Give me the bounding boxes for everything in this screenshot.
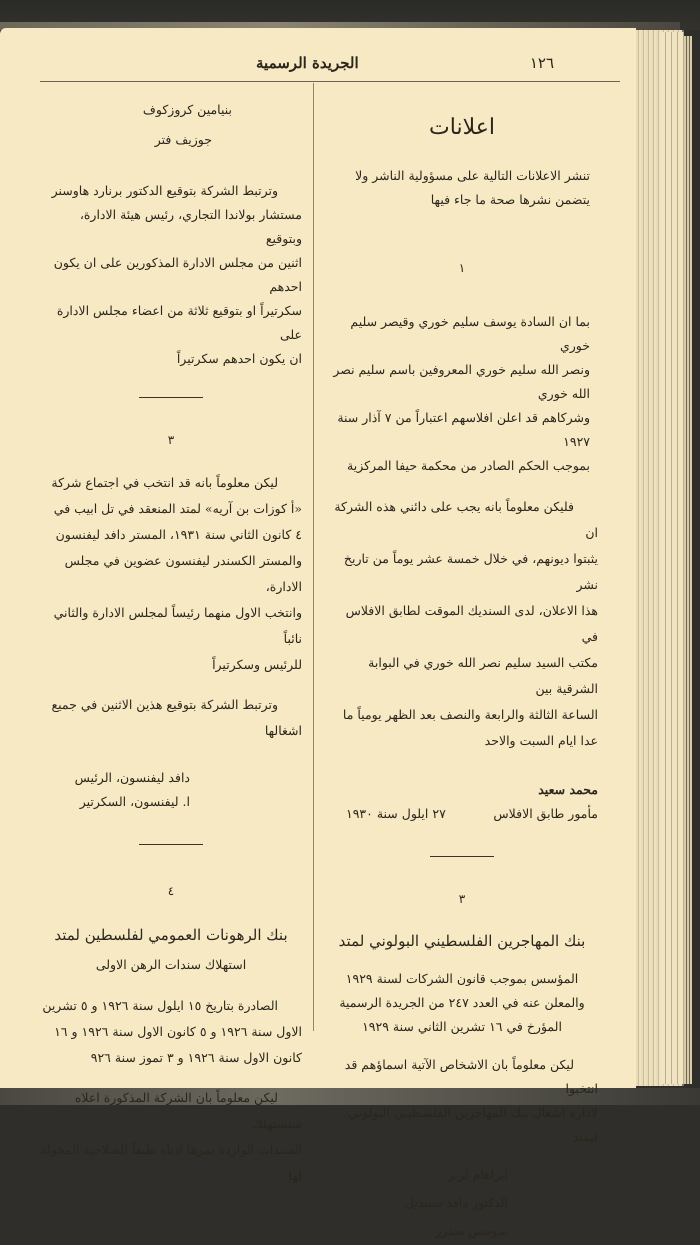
incorporation-details <box>326 967 598 1039</box>
signature: ا. ليفنسون، السكرتير <box>79 794 190 809</box>
signature-block <box>326 778 598 826</box>
text-line: تنشر الاعلانات التالية على مسؤولية الناشر ولا <box>355 168 590 183</box>
text-line: بموجب الحكم الصادر من محكمة حيفا المركزية <box>347 458 590 473</box>
text-line: يتضمن نشرها صحة ما جاء فيها <box>430 192 590 207</box>
text-line: ليكن معلوماً بان الشركة المذكورة اعلاه ستستهلك <box>74 1090 302 1131</box>
elected-names <box>326 1161 598 1245</box>
person-name: جوزيف فتر <box>154 132 212 147</box>
page-stack-edge-outer <box>660 32 684 1084</box>
notice-4-paragraph-1 <box>40 993 302 1071</box>
text-line: للرئيس وسكرتيراً <box>212 657 302 672</box>
text-line: المؤرخ في ١٦ تشرين الثاني سنة ١٩٢٩ <box>362 1019 562 1034</box>
person-name: ابراهام لرنر <box>447 1167 508 1182</box>
page-stack-edge-cover <box>684 36 692 1084</box>
text-line: ليكن معلوماً بانه قد انتخب في اجتماع شركة <box>51 475 278 490</box>
text-line: وانتخب الاول منهما رئيساً لمجلس الادارة والثاني نائباً <box>53 605 302 646</box>
text-line: والمستر الكسندر ليفنسون عضوين في مجلس الادارة، <box>64 553 302 594</box>
notice-1-paragraph-2 <box>326 494 598 754</box>
text-line: اثنين من مجلس الادارة المذكورين على ان يكون احدهم <box>53 255 302 294</box>
column-divider <box>313 83 314 1031</box>
text-line: بما ان السادة يوسف سليم خوري وقيصر سليم خوري <box>350 314 590 353</box>
person-name: سومس سدزر <box>435 1223 508 1238</box>
text-line: وترتبط الشركة بتوقيع الدكتور برنارد هاوسنر <box>51 183 278 198</box>
notice-3-paragraph <box>326 1053 598 1149</box>
text-line: الساعة الثالثة والرابعة والنصف بعد الظهر يومياً ما <box>342 707 598 722</box>
text-line: سكرتيراً او بتوقيع ثلاثة من اعضاء مجلس الادارة على <box>56 303 302 342</box>
publication-title: الجريدة الرسمية <box>256 54 359 72</box>
notice-4-paragraph-2 <box>40 1085 302 1189</box>
text-line: ان يكون احدهم سكرتيراً <box>176 351 302 366</box>
notice-number: ٣ <box>458 892 466 906</box>
text-line: الصادرة بتاريخ ١٥ ايلول سنة ١٩٢٦ و ٥ تشرين <box>42 998 278 1013</box>
notice-3-paragraph-1 <box>40 470 302 678</box>
notice-1-paragraph-1 <box>326 310 598 478</box>
text-line: ونصر الله سليم خوري المعروفين باسم سليم نصر الله خوري <box>333 362 590 401</box>
text-line: يثبتوا ديونهم، في خلال خمسة عشر يوماً من تاريخ نشر <box>343 551 598 592</box>
text-line: وشركاهم قد اعلن افلاسهم اعتباراً من ٧ آذار سنة ١٩٢٧ <box>337 410 590 449</box>
names-top <box>40 95 302 155</box>
text-line: «أ كوزات بن آريه» لمتد المنعقد في تل ابيب في <box>53 501 302 516</box>
signatory-title: مأمور طابق الافلاس <box>493 806 598 821</box>
text-line: والمعلن عنه في العدد ٢٤٧ من الجريدة الرسمية <box>339 995 585 1010</box>
text-line: الاول سنة ١٩٢٦ و ٥ كانون الاول سنة ١٩٢٦ و ١٦ <box>54 1024 302 1039</box>
signatures <box>40 766 302 814</box>
person-name: الدكتور دافد سبنديل <box>404 1195 508 1210</box>
notice-title: بنك المهاجرين الفلسطيني البولوني لمتد <box>338 932 586 950</box>
text-line: المؤسس بموجب قانون الشركات لسنة ١٩٢٩ <box>345 971 579 986</box>
text-line: وترتبط الشركة بتوقيع هذين الاثنين في جميع <box>51 697 278 712</box>
text-line: لادارة اشغال بنك المهاجرين الفلسطيني البولوني ليمتد <box>348 1105 598 1144</box>
text-line: مكتب السيد سليم نصر الله خوري في البوابة الشرقية بين <box>368 655 598 696</box>
signing-paragraph <box>40 179 302 371</box>
section-title: اعلانات <box>429 115 495 140</box>
notice-3-paragraph-2 <box>40 692 302 744</box>
notice-number: ٣ <box>167 433 175 447</box>
notice-number: ١ <box>458 261 466 275</box>
notice-number: ٤ <box>167 884 175 898</box>
text-line: عدا ايام السبت والاحد <box>484 733 598 748</box>
text-line: فليكن معلوماً بانه يجب على دائني هذه الشركة ان <box>334 499 598 540</box>
page-header <box>0 52 636 82</box>
text-line: كانون الاول سنة ١٩٢٦ و ٣ تموز سنة ٩٢٦ <box>90 1050 302 1065</box>
text-line: السندات الواردة نمرها ادناه طبقاً للصلاحية المخولة لها <box>40 1142 302 1183</box>
text-line: اشغالها <box>264 723 302 738</box>
left-column <box>40 95 302 1189</box>
text-line: ٤ كانون الثاني سنة ١٩٣١، المستر دافد ليفنسون <box>55 527 302 542</box>
notice-subtitle: استهلاك سندات الرهن الاولى <box>95 957 247 972</box>
text-line: هذا الاعلان، لدى السنديك الموقت لطابق الافلاس في <box>345 603 598 644</box>
right-column <box>326 110 598 1245</box>
signature: دافد ليفنسون، الرئيس <box>74 770 190 785</box>
text-line: ليكن معلوماً بان الاشخاص الآتية اسماؤهم قد انتخبوا <box>344 1057 598 1096</box>
notice-title: بنك الرهونات العمومي لفلسطين لمتد <box>54 926 288 944</box>
signature-line <box>326 802 598 826</box>
person-name: بنيامين كروزكوف <box>142 102 232 117</box>
notice-date: ٢٧ ايلول سنة ١٩٣٠ <box>346 806 446 821</box>
signatory-name: محمد سعيد <box>538 782 598 797</box>
text-line: مستشار بولاندا التجاري، رئيس هيئة الادارة، وبتوقيع <box>79 207 302 246</box>
page-number: ١٢٦ <box>529 54 554 72</box>
header-rule <box>40 81 620 82</box>
disclaimer <box>326 164 598 212</box>
